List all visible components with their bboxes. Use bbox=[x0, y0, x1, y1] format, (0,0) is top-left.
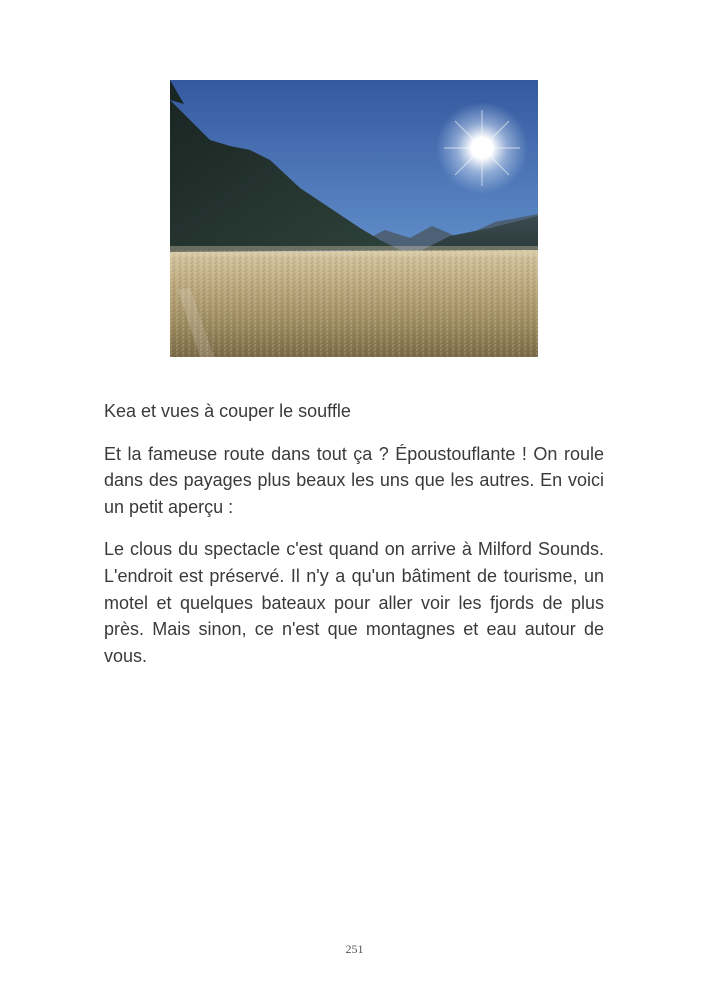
text-content bbox=[104, 398, 604, 685]
paragraph-milford: Le clous du spectacle c'est quand on arrive à Milford Sounds. L'endroit est préservé. Il n'y a qu'un bâtiment de tourisme, un motel et quelques bateaux pour aller voir les fjords de plus près. Mais sinon, ce n'est que montagnes et eau autour de vous. bbox=[104, 539, 604, 666]
landscape-photo-graphic bbox=[170, 80, 538, 357]
paragraph-route: Et la fameuse route dans tout ça ? Époustouflante ! On roule dans des payages plus beaux les uns que les autres. En voici un petit aperçu : bbox=[104, 443, 604, 517]
photo-caption: Kea et vues à couper le souffle bbox=[104, 401, 351, 421]
page-number: 251 bbox=[345, 942, 364, 956]
landscape-photo bbox=[170, 80, 538, 357]
